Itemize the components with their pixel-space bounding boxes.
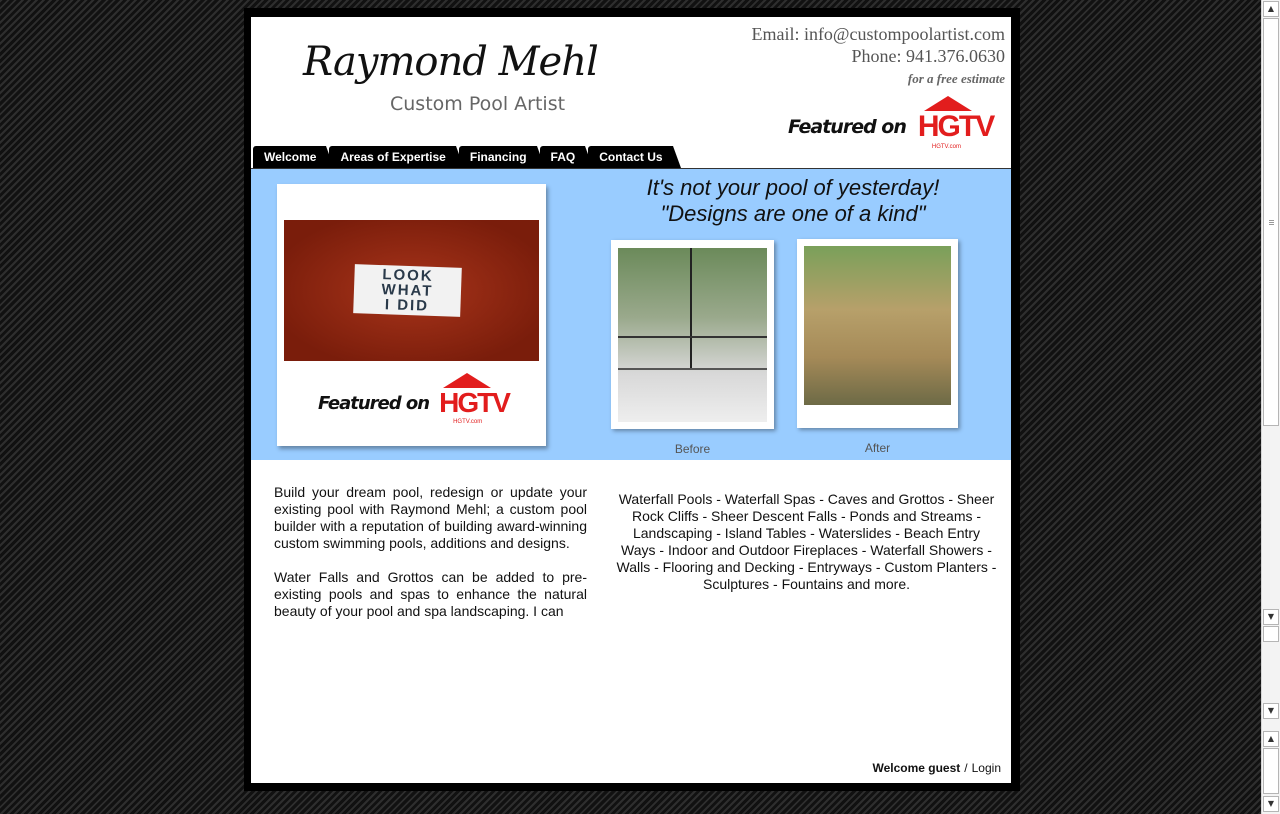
hgtv-logo-icon: HGTV HGTV.com bbox=[439, 387, 509, 419]
scrollbar-thumb[interactable] bbox=[1263, 18, 1279, 426]
video-player[interactable] bbox=[284, 220, 539, 361]
email-text[interactable]: Email: info@custompoolartist.com bbox=[751, 24, 1005, 44]
main-nav bbox=[253, 146, 676, 168]
intro-text bbox=[274, 484, 587, 640]
video-still-sign: LOOK WHAT I DID bbox=[353, 264, 462, 317]
hgtv-logo-icon: HGTV HGTV.com bbox=[918, 110, 993, 144]
after-photo[interactable] bbox=[797, 239, 958, 428]
tab-areas-of-expertise[interactable]: Areas of Expertise bbox=[329, 146, 455, 168]
intro-paragraph-2: Water Falls and Grottos can be added to pre-existing pools and spas to enhance the natural beauty of your pool and spa landscaping. I can bbox=[274, 569, 587, 619]
scroll-down-icon[interactable]: ▼ bbox=[1263, 609, 1279, 625]
after-caption: After bbox=[864, 441, 891, 455]
tab-welcome[interactable]: Welcome bbox=[253, 146, 326, 168]
intro-paragraph-1: Build your dream pool, redesign or update your existing pool with Raymond Mehl; a custom pool builder with a reputation of building award-winning custom swimming pools, additions and designs. bbox=[274, 484, 587, 551]
page-scrollbar[interactable] bbox=[1261, 0, 1280, 814]
user-status: Welcome guest / Login bbox=[872, 761, 1001, 775]
logo-name[interactable]: Raymond Mehl bbox=[303, 39, 598, 85]
frame-scroll-up-icon[interactable]: ▲ bbox=[1263, 731, 1279, 747]
free-estimate-text: for a free estimate bbox=[907, 71, 1005, 86]
header-hgtv-badge[interactable] bbox=[788, 110, 994, 150]
tab-faq[interactable]: FAQ bbox=[540, 146, 586, 168]
inner-scroll-down-icon[interactable]: ▼ bbox=[1263, 703, 1279, 719]
site-page bbox=[251, 17, 1011, 783]
frame-scroll-down-icon[interactable]: ▼ bbox=[1263, 796, 1279, 812]
promo-title: It's not your pool of yesterday! "Designs are one of a kind" bbox=[646, 175, 940, 226]
before-photo[interactable] bbox=[611, 240, 774, 429]
inner-scrollbar-thumb[interactable] bbox=[1263, 626, 1279, 642]
scroll-up-icon[interactable]: ▲ bbox=[1263, 1, 1279, 17]
before-image bbox=[618, 248, 767, 422]
tab-financing[interactable]: Financing bbox=[459, 146, 537, 168]
after-image bbox=[804, 246, 951, 405]
welcome-guest-text: Welcome guest bbox=[872, 761, 961, 775]
video-featured-label: Featured on bbox=[318, 392, 430, 414]
video-hgtv-badge[interactable] bbox=[318, 387, 509, 425]
tab-contact-us[interactable]: Contact Us bbox=[588, 146, 672, 168]
video-box bbox=[277, 184, 546, 446]
phone-text: Phone: 941.376.0630 bbox=[851, 46, 1005, 66]
before-caption: Before bbox=[674, 442, 711, 456]
featured-on-label: Featured on bbox=[788, 116, 906, 138]
login-link[interactable]: Login bbox=[971, 761, 1001, 775]
contact-info bbox=[751, 23, 1005, 87]
frame-scrollbar-thumb[interactable] bbox=[1263, 748, 1279, 794]
services-list: Waterfall Pools - Waterfall Spas - Caves and Grottos - Sheer Rock Cliffs - Sheer Descent Falls - Ponds and Streams - Landscaping - Island Tables - Waterslides - Beach Entry Ways - Indoor and Outdoor Fireplaces - Waterfall Showers - Walls - Flooring and Decking - Entryways - Custom Planters - Sculptures - Fountains and more. bbox=[616, 491, 997, 592]
logo-subtitle: Custom Pool Artist bbox=[390, 93, 566, 115]
